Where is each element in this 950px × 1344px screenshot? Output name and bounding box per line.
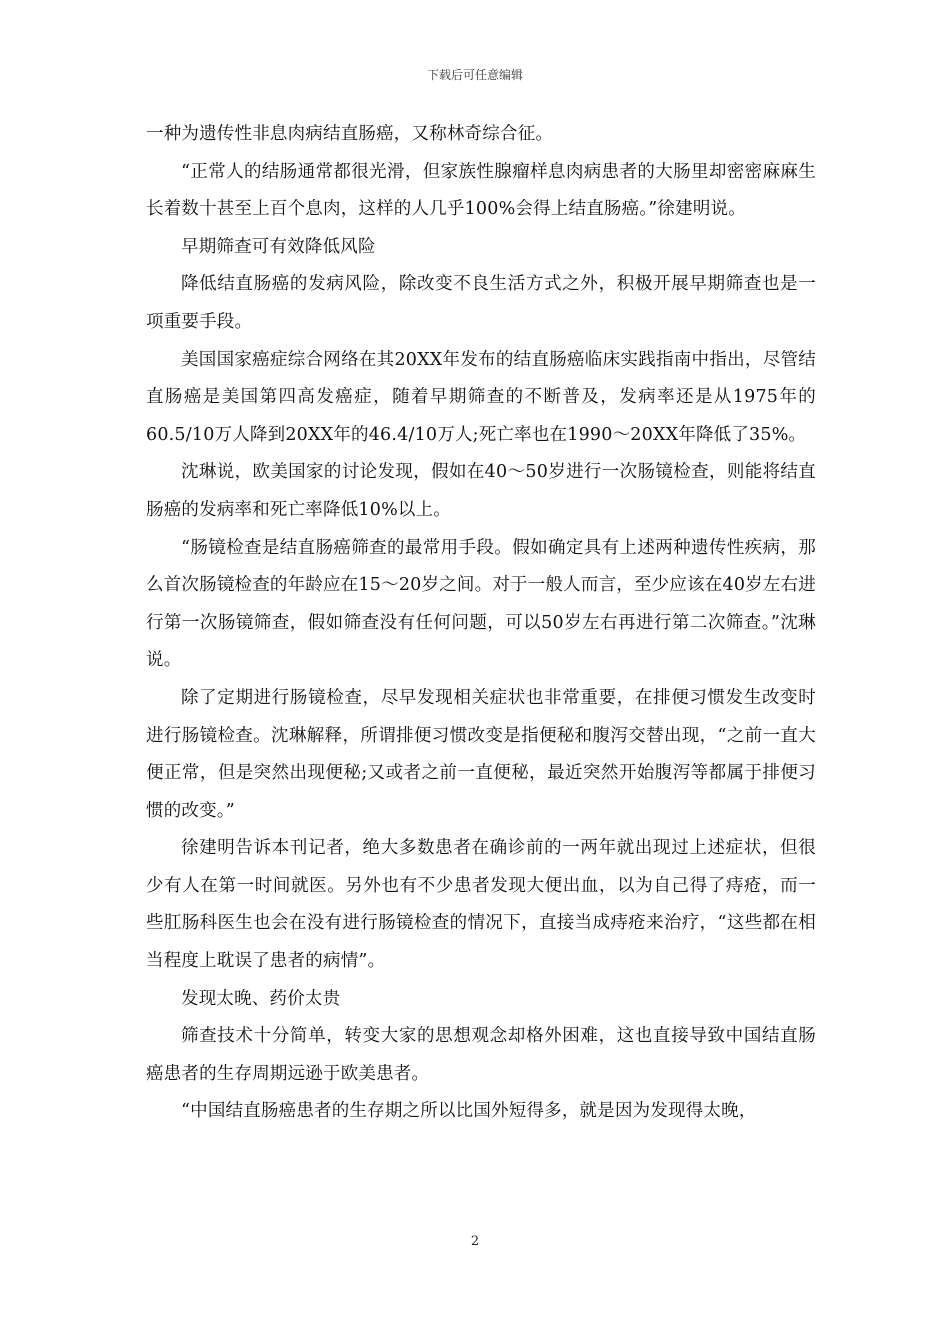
paragraph: 降低结直肠癌的发病风险，除改变不良生活方式之外，积极开展早期筛查也是一项重要手段。: [146, 274, 816, 332]
paragraph: 除了定期进行肠镜检查，尽早发现相关症状也非常重要，在排便习惯发生改变时进行肠镜检查。沈琳解释，所谓排便习惯改变是指便秘和腹泻交替出现，“之前一直大便正常，但是突然出现便秘;又或者之前一直便秘，最近突然开始腹泻等都属于排便习惯的改变。”: [146, 687, 816, 821]
paragraph: 徐建明告诉本刊记者，绝大多数患者在确诊前的一两年就出现过上述症状，但很少有人在第一时间就医。另外也有不少患者发现大便出血，以为自己得了痔疮，而一些肛肠科医生也会在没有进行肠镜检查的情况下，直接当成痔疮来治疗，“这些都在相当程度上耽误了患者的病情”。: [146, 838, 816, 972]
paragraph: 美国国家癌症综合网络在其20XX年发布的结直肠癌临床实践指南中指出，尽管结直肠癌是美国第四高发癌症，随着早期筛查的不断普及，发病率还是从1975年的60.5/10万人降到20XX年的46.4/10万人;死亡率也在1990～20XX年降低了35%。: [146, 349, 816, 445]
paragraph-quote: “中国结直肠癌患者的生存期之所以比国外短得多，就是因为发现得太晚，: [181, 1101, 757, 1122]
page-header-note: 下载后可任意编辑: [426, 68, 523, 82]
section-heading: 早期筛查可有效降低风险: [181, 236, 376, 257]
paragraph-quote: “正常人的结肠通常都很光滑，但家族性腺瘤样息肉病患者的大肠里却密密麻麻生长着数十甚至上百个息肉，这样的人几乎100%会得上结直肠癌。”徐建明说。: [146, 161, 816, 220]
page-number: 2: [470, 1234, 480, 1249]
document-body: [146, 116, 816, 1131]
paragraph: 一种为遗传性非息肉病结直肠癌，又称林奇综合征。: [146, 124, 554, 144]
paragraph-quote: “肠镜检查是结直肠癌筛查的最常用手段。假如确定具有上述两种遗传性疾病，那么首次肠镜检查的年龄应在15～20岁之间。对于一般人而言，至少应该在40岁左右进行第一次肠镜筛查，假如筛查没有任何问题，可以50岁左右再进行第二次筛查。”沈琳说。: [146, 537, 816, 671]
paragraph: 筛查技术十分简单，转变大家的思想观念却格外困难，这也直接导致中国结直肠癌患者的生存周期远逊于欧美患者。: [146, 1026, 816, 1084]
paragraph: 沈琳说，欧美国家的讨论发现，假如在40～50岁进行一次肠镜检查，则能将结直肠癌的发病率和死亡率降低10%以上。: [146, 462, 816, 520]
section-heading: 发现太晚、药价太贵: [181, 988, 341, 1009]
